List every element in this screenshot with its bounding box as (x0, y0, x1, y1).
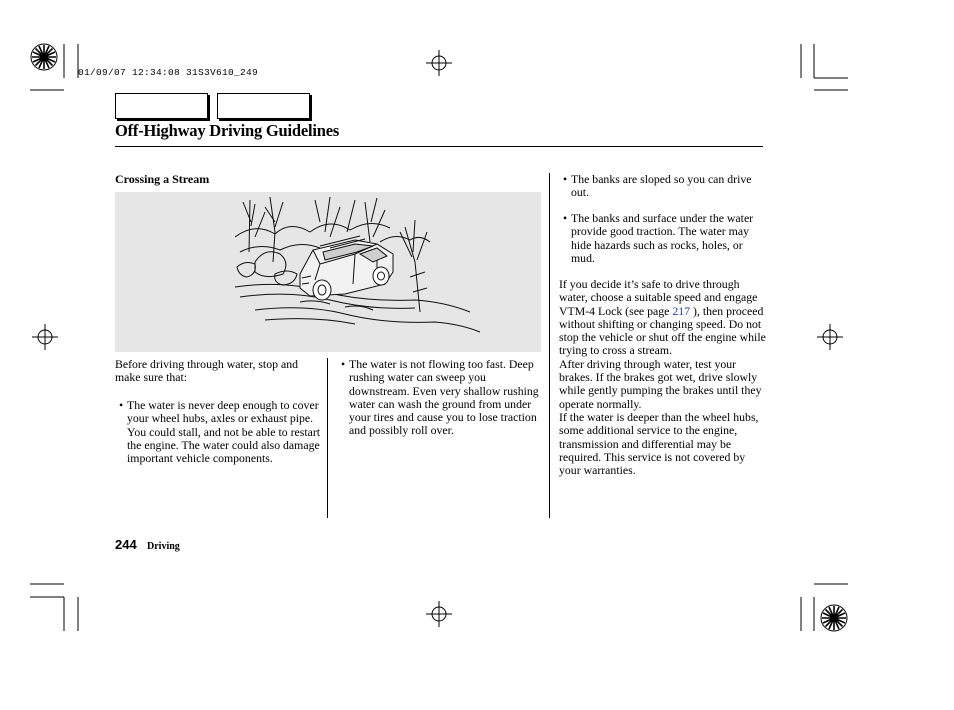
bullet-icon: • (341, 357, 346, 371)
bullet-item (119, 399, 321, 465)
crosshair-icon (32, 324, 58, 350)
registration-target-icon (30, 43, 58, 71)
brake-test-paragraph: After driving through water, test your brakes. If the brakes got wet, drive slowly while gently pumping the brakes until they operate normally. (559, 356, 762, 411)
page-title: Off-Highway Driving Guidelines (115, 121, 340, 140)
bullet-item (341, 358, 543, 438)
print-timestamp: 01/09/07 12:34:08 31S3V610_249 (78, 67, 259, 78)
bullet-item (563, 212, 763, 265)
page-number: 244 (115, 537, 137, 552)
bullet-text: The banks are sloped so you can drive out. (571, 172, 752, 200)
bullet-text: The water is never deep enough to cover your wheel hubs, axles or exhaust pipe. You could stall, and not be able to restart the engine. The water could also damage important vehicle components. (127, 398, 321, 466)
section-heading: Crossing a Stream (115, 172, 210, 186)
title-divider (115, 146, 763, 147)
footer-section-name: Driving (147, 541, 180, 552)
crosshair-icon (426, 50, 452, 76)
bullet-text: The banks and surface under the water provide good traction. The water may hide hazards such as rocks, holes, or mud. (571, 211, 754, 265)
intro-paragraph (115, 358, 315, 385)
bullet-icon: • (563, 172, 568, 186)
instructions-paragraph (559, 278, 767, 477)
column-divider (549, 173, 550, 518)
bullet-icon: • (119, 398, 124, 412)
bullet-icon: • (563, 211, 568, 225)
bullet-item (563, 173, 763, 200)
suv-stream-drawing (115, 192, 541, 352)
safe-drive-paragraph: If you decide it’s safe to drive through water, choose a suitable speed and engage VTM-4 Lock (see page 217 ), then proceed without shifting or changing speed. Do not stop the vehicle or shut off the engine while trying to cross a stream. (559, 277, 766, 358)
column-divider (327, 358, 328, 518)
page-reference-link[interactable]: 217 (672, 303, 691, 318)
crosshair-icon (817, 324, 843, 350)
intro-text: Before driving through water, stop and make sure that: (115, 357, 298, 385)
registration-target-icon (820, 604, 848, 632)
bullet-text: The water is not flowing too fast. Deep rushing water can sweep you downstream. Even very shallow rushing water can wash the ground from under your tires and cause you to lose traction and possibly roll over. (349, 357, 539, 438)
nav-tab-main-menu[interactable] (115, 93, 208, 119)
deep-water-paragraph: If the water is deeper than the wheel hubs, some additional service to the engine, transmission and differential may be required. This service is not covered by your warranties. (559, 409, 759, 478)
nav-tab-index[interactable] (217, 93, 310, 119)
stream-crossing-illustration (115, 192, 541, 352)
crosshair-icon (426, 601, 452, 627)
